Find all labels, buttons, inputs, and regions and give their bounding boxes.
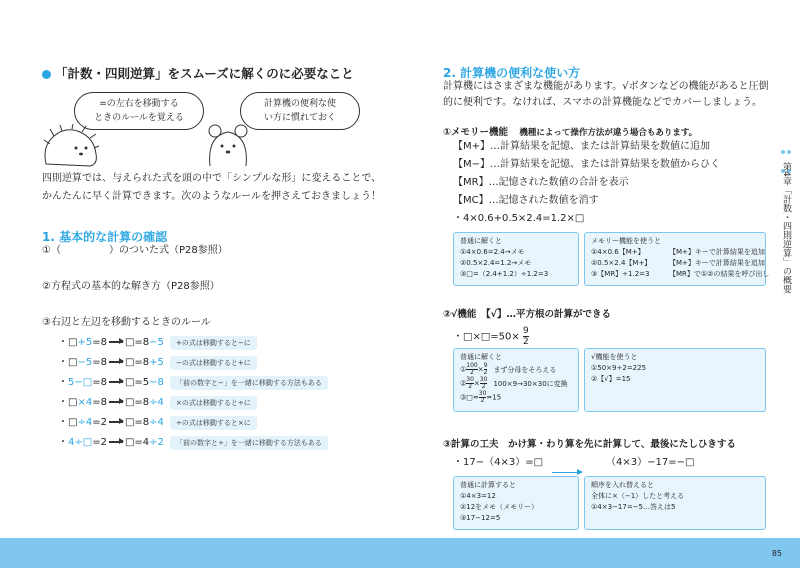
box1-row1: ①4×0.6=2.4→メモ [460, 248, 525, 256]
box2-row2-b: 【M+】キーで計算結果を追加 [669, 259, 765, 267]
box3-r2-frac1 [466, 377, 474, 390]
box2-row3-b: 【MR】で①②の結果を呼び出し [669, 270, 770, 278]
box4-row1: ①50×9÷2=225 [591, 364, 647, 372]
fraction-numerator: 9 [483, 362, 488, 369]
box-normal-calc [453, 476, 579, 530]
fraction-denominator: 2 [470, 369, 474, 376]
memory-example: ・4×0.6+0.5×2.4=1.2×□ [453, 213, 585, 224]
box5-row2: ②12をメモ（メモリー） [460, 503, 539, 511]
bubble1-line2: ときのルールを覚える [94, 113, 184, 123]
fraction-numerator: 30 [478, 390, 487, 397]
box-reorder-calc [584, 476, 766, 530]
box-normal-memory [453, 232, 579, 286]
right-intro-line1: 計算機にはさまざまな機能があります。√ボタンなどの機能があると圧倒 [443, 81, 769, 92]
box2-title: メモリー機能を使うと [591, 237, 661, 245]
rule-bullet: ・ [58, 377, 68, 388]
fraction-denominator: 2 [480, 397, 485, 404]
item-parentheses [42, 244, 228, 258]
rule-operator: ÷4 [77, 417, 93, 428]
box3-r1-prefix: ① [460, 365, 467, 374]
rule-row [58, 374, 322, 394]
chapter-side-label: 第4章「計数・四則逆算」の概要 [781, 162, 791, 294]
rule-result-d: −5 [149, 337, 164, 348]
rule-bullet: ・ [58, 437, 68, 448]
box3-r2-note: 100×9→30×30に変換 [493, 379, 568, 388]
work-title: ③計算の工夫 かけ算・わり算を先に計算して、最後にたしひきする [443, 439, 736, 450]
rule-result-c: □=4 [124, 437, 150, 448]
box2-row1-b: 【M+】キーで計算結果を追加 [669, 248, 765, 256]
rule-bullet: ・ [58, 417, 68, 428]
bullet-dot-icon [42, 70, 51, 79]
arrow-right-icon [109, 341, 123, 343]
rule-term-a: □ [68, 337, 78, 348]
box2-row2 [591, 258, 765, 269]
box3-r3-result: =15 [486, 393, 502, 402]
rule-term-b: =8 [92, 377, 107, 388]
bubble2-line2: い方に慣れておく [263, 113, 336, 123]
rule-operator: −5 [77, 357, 93, 368]
box5-title: 普通に計算すると [460, 481, 516, 489]
sqrt-example-lead: ・□×□=50× [453, 331, 520, 343]
box1-row3: ③□=（2.4+1.2）÷1.2=3 [460, 270, 549, 278]
box-normal-sqrt [453, 348, 579, 412]
box6-row2: ①4×3−17=−5…答えは5 [591, 503, 676, 511]
footer-band [0, 538, 800, 568]
rule-term-b: =8 [92, 337, 107, 348]
rule-term-b: =8 [92, 397, 107, 408]
rule-operator: ×4 [77, 397, 93, 408]
box2-row1 [591, 247, 765, 258]
work-equation-left: ・17−（4×3）=□ [453, 457, 544, 468]
box3-r3-prefix: ③□= [460, 393, 479, 402]
rule-result-d: −8 [149, 377, 164, 388]
box2-row2-a: ②0.5×2.4【M+】 [591, 259, 652, 267]
box5-row1: ①4×3=12 [460, 492, 496, 500]
rules-container [58, 334, 322, 454]
bear-icon [205, 122, 251, 168]
page-number-right: 85 [771, 549, 782, 558]
bubble1-line1: =の左右を移動する [99, 99, 179, 109]
fraction-numerator: 100 [466, 362, 478, 369]
rule-term-a: □ [68, 397, 78, 408]
rule-result-d: ÷2 [149, 437, 164, 448]
rule-row [58, 394, 251, 414]
rule-result-c: □=8 [124, 417, 150, 428]
sqrt-example [453, 326, 529, 347]
arrow-right-icon [109, 401, 123, 403]
arrow-right-icon [109, 421, 123, 423]
box3-title: 普通に解くと [460, 353, 502, 361]
memory-item-mr: 【MR】…記憶された数値の合計を表示 [453, 177, 629, 188]
fraction-denominator: 2 [468, 383, 473, 390]
item-move-rule: ③右辺と左辺を移動するときのルール [42, 317, 211, 328]
left-intro-line2: かんたんに早く計算できます。次のようなルールを押さえておきましょう！ [42, 191, 381, 202]
item1-suffix: ）のついた式（P28参照） [108, 245, 228, 256]
blue-arrow-icon [552, 472, 582, 474]
rule-bullet: ・ [58, 357, 68, 368]
rule-term-b: =2 [92, 417, 107, 428]
fraction-numerator: 30 [479, 376, 488, 383]
box3-r2-prefix: ② [460, 379, 467, 388]
box6-row1: 全体に×（−1）したと考える [591, 492, 685, 500]
rule-result-c: □=5 [124, 377, 150, 388]
box3-r1-frac1 [466, 363, 477, 376]
rule-term-a: □ [68, 417, 78, 428]
speech-bubble-calculator [240, 92, 360, 130]
section-basic-title: 1. 基本的な計算の確認 [42, 230, 168, 244]
rule-row [58, 354, 251, 374]
rule-row [58, 334, 251, 354]
sqrt-title: ②√機能 【√】…平方根の計算ができる [443, 309, 611, 320]
fraction-numerator: 9 [522, 326, 529, 336]
arrow-right-icon [109, 441, 123, 443]
fraction-denominator: 2 [522, 337, 529, 347]
arrow-right-icon [109, 361, 123, 363]
rule-note: +の式は移動すると−に [170, 336, 257, 350]
box6-title: 順序を入れ替えると [591, 481, 654, 489]
rule-result-d: +5 [149, 357, 164, 368]
rule-term-a: □ [68, 357, 78, 368]
memory-item-mplus: 【M+】…計算結果を記憶、または計算結果を数値に追加 [453, 141, 711, 152]
box3-r1-mul: × [477, 365, 484, 374]
box3-row [460, 391, 572, 405]
box1-title: 普通に解くと [460, 237, 502, 245]
memory-note: 機種によって操作方法が違う場合もあります。 [519, 128, 698, 138]
box3-rows [460, 363, 572, 405]
left-intro-line1: 四則逆算では、与えられた式を頭の中で「シンプルな形」に変えることで、 [42, 173, 382, 184]
right-intro-line2: 的に便利です。なければ、スマホの計算機能などでカバーしましょう。 [443, 97, 762, 108]
rule-note: 「前の数字と−」を一緒に移動する方法もある [170, 376, 328, 390]
box4-row2: ②【√】=15 [591, 375, 631, 383]
rule-row [58, 414, 251, 434]
sqrt-example-fraction [523, 326, 529, 347]
fraction-denominator: 2 [483, 369, 488, 376]
rule-note: 「前の数字と÷」を一緒に移動する方法もある [170, 436, 328, 450]
box2-row3-a: ③【MR】÷1.2=3 [591, 270, 650, 278]
item-equation: ②方程式の基本的な解き方（P28参照） [42, 281, 220, 292]
arrow-right-icon [109, 381, 123, 383]
box3-r2-mul: × [473, 379, 480, 388]
box3-row [460, 363, 572, 377]
box1-row2: ②0.5×2.4=1.2→メモ [460, 259, 532, 267]
rule-row [58, 434, 322, 454]
rule-operator: +5 [77, 337, 93, 348]
box3-r1-note: まず分母をそろえる [493, 365, 557, 374]
box4-title: √機能を使うと [591, 353, 638, 361]
rule-result-d: ÷4 [149, 397, 164, 408]
item1-prefix: ①（ [42, 245, 61, 256]
box3-r2-frac2 [480, 377, 488, 390]
left-heading-text: 「計数・四則逆算」をスムーズに解くのに必要なこと [55, 66, 354, 81]
rule-term-a: 5 [68, 377, 75, 388]
rule-note: ×の式は移動すると÷に [170, 396, 257, 410]
rule-bullet: ・ [58, 397, 68, 408]
memory-title-text: ①メモリー機能 [443, 127, 509, 138]
rule-bullet: ・ [58, 337, 68, 348]
box2-row1-a: ①4×0.6【M+】 [591, 248, 645, 256]
box5-row3: ③17−12=5 [460, 514, 501, 522]
rule-result-d: ÷4 [149, 417, 164, 428]
memory-item-mc: 【MC】…記憶された数値を消す [453, 195, 599, 206]
box3-r1-frac2 [484, 363, 488, 376]
rule-term-a: 4 [68, 437, 75, 448]
box3-row [460, 377, 572, 391]
rules-list [58, 334, 322, 454]
rule-operator: −□ [74, 377, 93, 388]
box-sqrt-function [584, 348, 766, 412]
rule-result-c: □=8 [124, 357, 150, 368]
rule-note: ÷の式は移動すると×に [170, 416, 257, 430]
memory-title [443, 124, 697, 138]
work-equation-right: （4×3）−17=−□ [606, 457, 695, 468]
fraction-numerator: 30 [466, 376, 474, 383]
section-calculator-title: 2. 計算機の便利な使い方 [443, 66, 581, 80]
rule-operator: ÷□ [74, 437, 93, 448]
left-heading [42, 64, 354, 82]
memory-item-mminus: 【M−】…計算結果を記憶、または計算結果を数値からひく [453, 159, 721, 170]
rule-result-c: □=8 [124, 337, 150, 348]
box-memory-function [584, 232, 770, 286]
rule-note: −の式は移動すると+に [170, 356, 257, 370]
box2-row3 [591, 269, 770, 280]
bubble2-line1: 計算機の便利な使 [263, 99, 336, 109]
rule-term-b: =8 [92, 357, 107, 368]
rule-result-c: □=8 [124, 397, 150, 408]
hedgehog-icon [40, 124, 100, 170]
fraction-denominator: 2 [481, 383, 486, 390]
rule-term-b: =2 [92, 437, 107, 448]
